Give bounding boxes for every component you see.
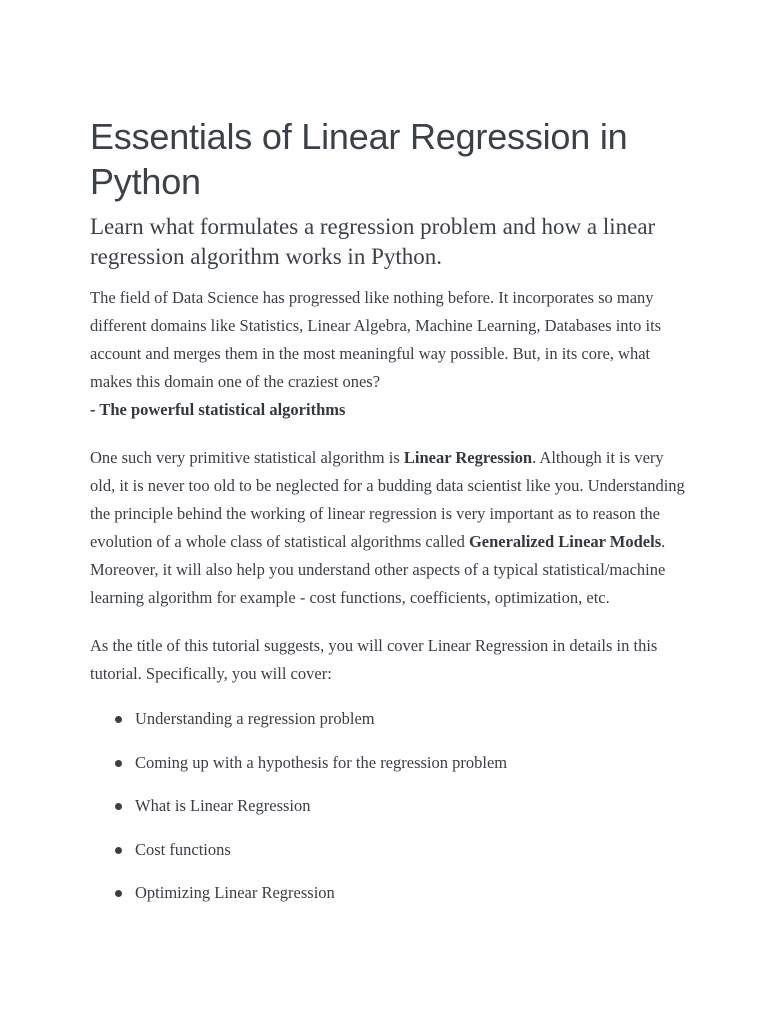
list-item <box>90 749 690 777</box>
list-item-text: Optimizing Linear Regression <box>135 883 335 902</box>
overview-paragraph: As the title of this tutorial suggests, you will cover Linear Regression in details in this tutorial. Specifically, you will cover: <box>90 636 658 683</box>
bullet-icon <box>115 716 122 723</box>
bullet-icon <box>115 803 122 810</box>
list-item <box>90 879 690 907</box>
bullet-icon <box>115 847 122 854</box>
list-item-text: Coming up with a hypothesis for the regression problem <box>135 752 508 772</box>
page-subtitle: Learn what formulates a regression problem and how a linear regression algorithm works in Python. <box>90 214 656 269</box>
article <box>90 114 690 923</box>
body-bold-linear-regression: Linear Regression <box>403 448 533 467</box>
body-bold-glm: Generalized Linear Models <box>468 532 662 551</box>
list-item <box>90 705 690 733</box>
intro-text: The field of Data Science has progressed like nothing before. It incorporates so many different domains like Statistics, Linear Algebra, Machine Learning, Databases into its account and merges them in the most meaningful way possible. But, in its core, what makes this domain one of the craziest ones? <box>90 288 662 391</box>
body-text-3: . Moreover, it will also help you understand other aspects of a typical statistical/machine learning algorithm for example - cost functions, coefficients, optimization, etc. <box>90 532 666 607</box>
list-item-text: Understanding a regression problem <box>135 709 375 728</box>
body-text-1: One such very primitive statistical algorithm is <box>90 448 404 467</box>
bullet-icon <box>115 890 122 897</box>
list-item <box>90 836 690 864</box>
body-text-2: . Although it is very old, it is never too old to be neglected for a budding data scientist like you. Understanding the principle behind the working of linear regression is very important as to reason the evolution of a whole class of statistical algorithms called <box>90 448 685 551</box>
page-title: Essentials of Linear Regression in Python <box>90 116 628 202</box>
list-item <box>90 792 690 820</box>
intro-paragraph <box>90 284 690 424</box>
list-item-text: Cost functions <box>135 839 231 859</box>
list-item-text: What is Linear Regression <box>135 796 311 815</box>
intro-bold-line: - The powerful statistical algorithms <box>90 400 346 419</box>
bullet-icon <box>115 760 122 767</box>
body-paragraph <box>90 444 690 612</box>
topics-list <box>90 705 690 907</box>
